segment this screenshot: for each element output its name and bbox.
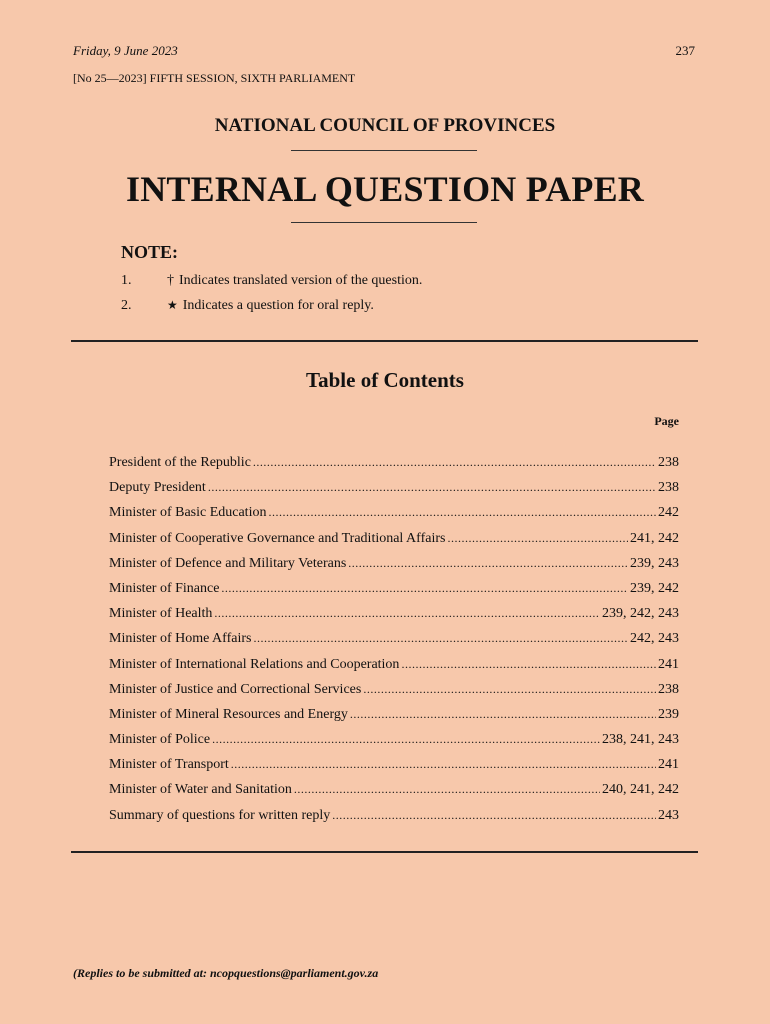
toc-entry-name: Minister of Defence and Military Veterans [109, 555, 347, 571]
toc-entry-name: Summary of questions for written reply [109, 807, 331, 823]
toc-entry[interactable] [109, 581, 679, 606]
divider-top [291, 150, 477, 151]
toc-entry[interactable] [109, 682, 679, 707]
header-page-number: 237 [675, 43, 695, 58]
toc-dot-leader [268, 505, 656, 520]
toc-entry-pages: 238 [658, 681, 679, 697]
toc-entry-pages: 239 [658, 706, 679, 722]
divider-bottom [291, 222, 477, 223]
toc-entry-name: Minister of Transport [109, 757, 229, 773]
dagger-icon: † [167, 273, 174, 288]
toc-entry[interactable] [109, 480, 679, 505]
toc-dot-leader [212, 732, 600, 747]
note-item-number: 2. [121, 298, 132, 313]
toc-entry[interactable] [109, 782, 679, 807]
toc-dot-leader [350, 707, 656, 722]
toc-page-heading: Page [654, 414, 679, 428]
section-rule-bottom [71, 851, 698, 853]
header-session: [No 25—2023] FIFTH SESSION, SIXTH PARLIAMENT [73, 71, 356, 85]
toc-entry-pages: 239, 242 [630, 580, 679, 596]
toc-entry-name: Minister of Mineral Resources and Energy [109, 706, 348, 722]
toc-entry[interactable] [109, 556, 679, 581]
toc-dot-leader [348, 556, 628, 571]
toc-entry-name: President of the Republic [109, 455, 251, 470]
toc-entry-name: Minister of Water and Sanitation [109, 782, 292, 798]
toc-dot-leader [253, 455, 656, 470]
toc-entry-pages: 239, 243 [630, 555, 679, 571]
toc-entry[interactable] [109, 657, 679, 682]
paper-title: INTERNAL QUESTION PAPER [125, 169, 645, 209]
toc-entry-name: Minister of Police [109, 732, 211, 748]
toc-dot-leader [294, 782, 600, 797]
toc-entry[interactable] [109, 505, 679, 530]
note-item-content [167, 298, 374, 314]
section-rule-top [71, 340, 698, 342]
toc-entry-pages: 243 [658, 807, 679, 823]
note-item-content [167, 273, 422, 289]
toc-entry[interactable] [109, 732, 679, 757]
toc-entry-pages: 242, 243 [630, 631, 679, 647]
star-icon: ★ [167, 298, 178, 312]
toc-dot-leader [214, 606, 600, 621]
toc-entry-name: Minister of Justice and Correctional Services [109, 681, 362, 697]
toc-entry-pages: 241, 242 [630, 530, 679, 546]
toc-entry[interactable] [109, 707, 679, 732]
toc-entry-name: Minister of Home Affairs [109, 631, 252, 647]
toc-entry[interactable] [109, 531, 679, 556]
toc-entry-name: Minister of Cooperative Governance and Traditional Affairs [109, 530, 446, 546]
toc-dot-leader [208, 480, 656, 495]
toc-dot-leader [221, 581, 628, 596]
toc-entry[interactable] [109, 455, 679, 480]
toc-entry[interactable] [109, 808, 679, 833]
council-heading: NATIONAL COUNCIL OF PROVINCES [214, 115, 556, 136]
toc-entry-name: Minister of International Relations and Cooperation [109, 656, 400, 672]
toc-dot-leader [332, 808, 656, 823]
toc-dot-leader [363, 682, 656, 697]
toc-dot-leader [401, 657, 656, 672]
header-date: Friday, 9 June 2023 [73, 43, 178, 58]
toc-entry-pages: 241 [658, 656, 679, 672]
toc-entry-pages: 238 [658, 480, 679, 496]
toc-entry-name: Minister of Basic Education [109, 505, 267, 521]
note-item-number: 1. [121, 273, 132, 288]
toc-dot-leader [447, 531, 628, 546]
toc-list [109, 455, 679, 833]
toc-entry-pages: 242 [658, 505, 679, 521]
toc-entry-pages: 238, 241, 243 [602, 732, 679, 748]
toc-entry-name: Minister of Finance [109, 580, 220, 596]
note-heading: NOTE: [121, 242, 179, 262]
footer-note: (Replies to be submitted at: ncopquestions@parliament.gov.za [73, 966, 379, 980]
toc-dot-leader [231, 757, 656, 772]
note-item-text: Indicates translated version of the question. [179, 273, 423, 288]
toc-entry-pages: 241 [658, 757, 679, 773]
toc-title: Table of Contents [306, 368, 464, 392]
toc-entry-pages: 239, 242, 243 [602, 606, 679, 622]
toc-entry[interactable] [109, 606, 679, 631]
note-item-text: Indicates a question for oral reply. [182, 298, 374, 313]
toc-dot-leader [253, 631, 628, 646]
toc-entry-pages: 238 [658, 455, 679, 470]
toc-entry-pages: 240, 241, 242 [602, 782, 679, 798]
toc-entry[interactable] [109, 757, 679, 782]
toc-entry-name: Deputy President [109, 480, 206, 496]
toc-entry[interactable] [109, 631, 679, 656]
toc-entry-name: Minister of Health [109, 606, 213, 622]
